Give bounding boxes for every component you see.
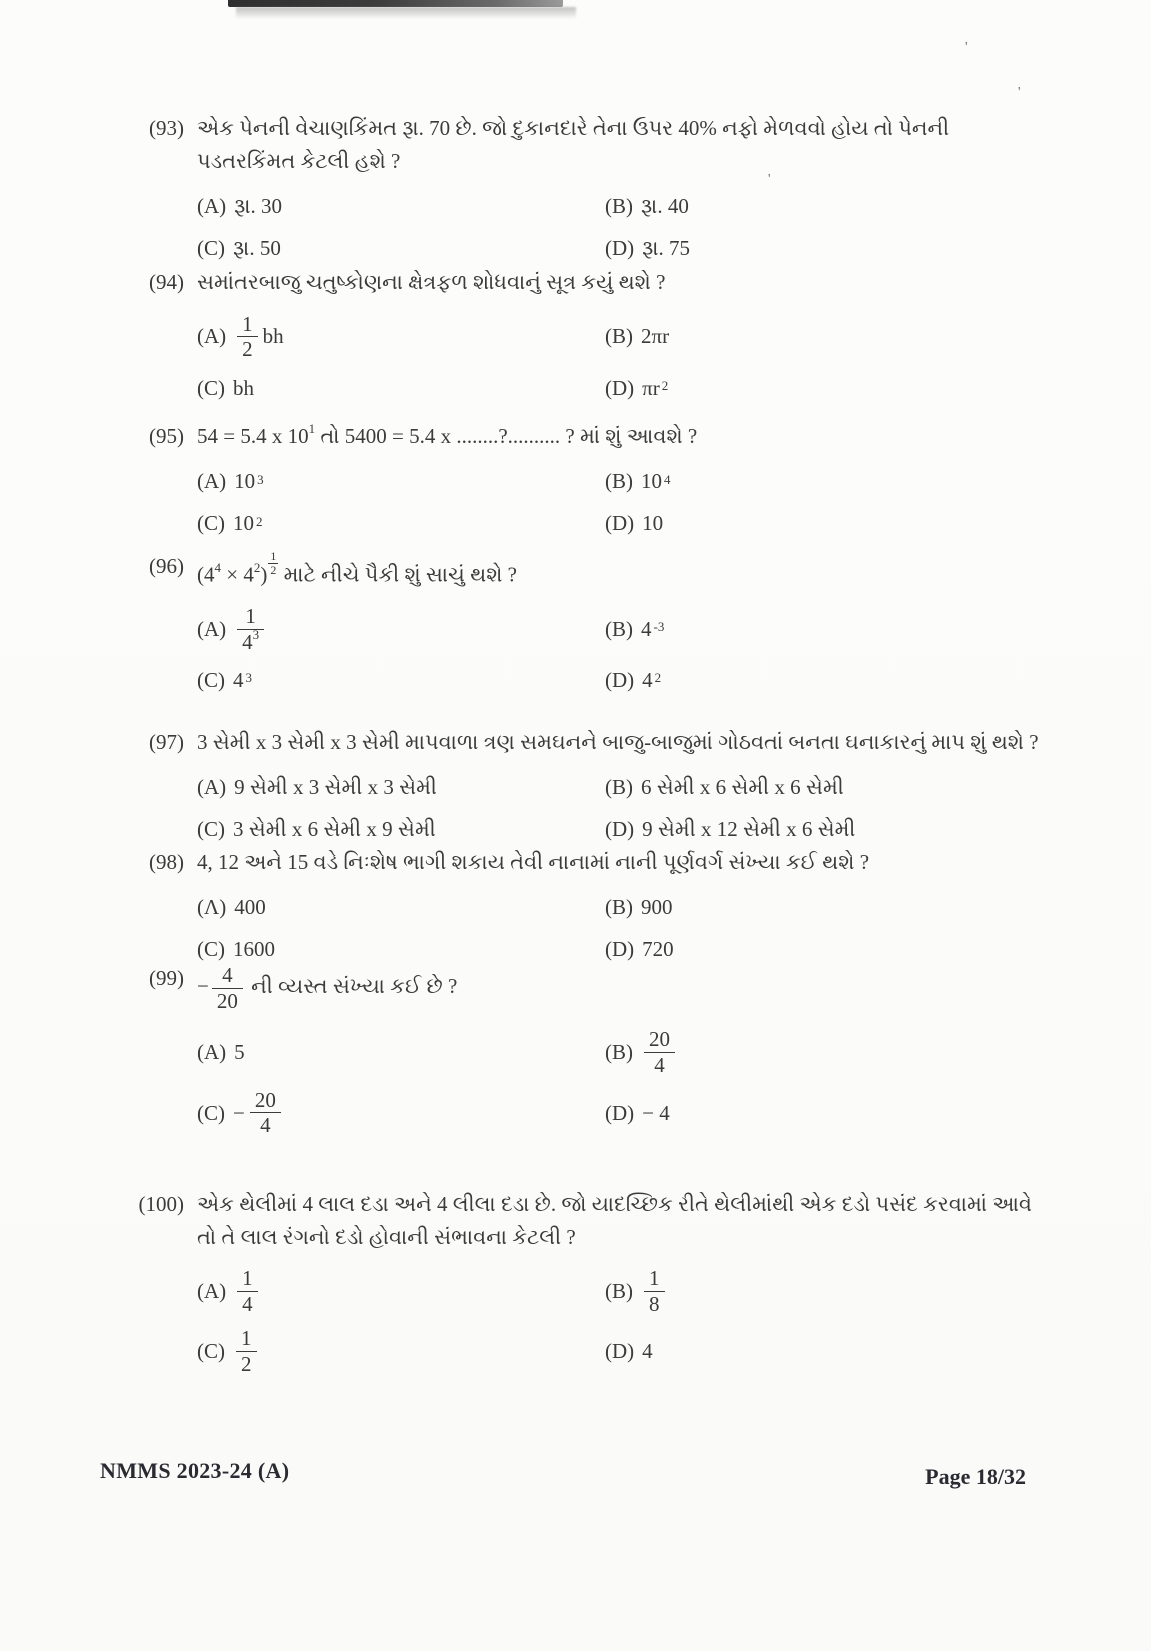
option-c bbox=[197, 371, 605, 405]
text-run: πr bbox=[642, 375, 660, 400]
options-grid bbox=[197, 891, 1052, 967]
option-a bbox=[197, 189, 605, 223]
scan-artifact-smudge bbox=[236, 7, 576, 19]
option-label: (A) bbox=[197, 469, 227, 494]
text-run: 3 સેમી x 3 સેમી x 3 સેમી માપવાળા ત્રણ સમઘનને બાજુ-બાજુમાં ગોઠવતાં બનતા ઘનાકારનું માપ શું થશે ? bbox=[197, 730, 1039, 754]
option-label: (C) bbox=[197, 375, 225, 400]
text-run: એક થેલીમાં 4 લાલ દડા અને 4 લીલા દડા છે. જો યાદચ્છિક રીતે થેલીમાંથી એક દડો પસંદ કરવામાં આવે તો તે લાલ રંગનો દડો હોવાની સંભાવના કેટલી ? bbox=[197, 1192, 1033, 1249]
text-run: 10 bbox=[234, 469, 256, 494]
text-run: 2πr bbox=[641, 324, 670, 349]
question-number: (93) bbox=[149, 116, 184, 140]
question-text bbox=[197, 420, 1052, 453]
text-run: તો 5400 = 5.4 x ........?.......... ? માં શું આવશે ? bbox=[315, 424, 698, 448]
fraction-denominator bbox=[237, 626, 264, 654]
option-d bbox=[605, 507, 1052, 541]
text-run: × 4 bbox=[221, 562, 254, 587]
scan-speck: ' bbox=[965, 40, 968, 55]
fraction-denominator: 8 bbox=[649, 1291, 660, 1316]
option-label: (D) bbox=[605, 668, 635, 693]
option-d bbox=[605, 1325, 1052, 1377]
question-text bbox=[197, 266, 1052, 299]
text-run: 5 bbox=[234, 1040, 245, 1065]
option-value bbox=[642, 933, 674, 966]
text-run: bh bbox=[262, 324, 284, 349]
option-value bbox=[234, 603, 267, 655]
options-grid bbox=[197, 1265, 1052, 1378]
option-a bbox=[197, 603, 605, 655]
text-run: રૂા. 50 bbox=[233, 235, 281, 260]
option-value bbox=[641, 1026, 678, 1078]
text-run: 4 bbox=[642, 1339, 653, 1364]
fraction-numerator: 1 bbox=[237, 605, 264, 630]
question-number: (100) bbox=[138, 1192, 184, 1216]
text-run: રૂા. 75 bbox=[642, 235, 690, 260]
option-value bbox=[234, 311, 284, 363]
option-a bbox=[197, 465, 605, 499]
option-label: (C) bbox=[197, 1100, 225, 1125]
text-run: 900 bbox=[641, 895, 673, 920]
option-b bbox=[605, 465, 1052, 499]
fraction-denominator: 4 bbox=[260, 1113, 271, 1138]
question-text bbox=[197, 1188, 1052, 1253]
option-label: (A) bbox=[197, 1040, 227, 1065]
option-value bbox=[641, 1265, 668, 1317]
option-value bbox=[233, 1087, 284, 1139]
fraction bbox=[237, 313, 258, 361]
text-run: 1600 bbox=[233, 937, 275, 962]
option-label: (B) bbox=[605, 775, 633, 800]
option-label: (D) bbox=[605, 1100, 635, 1125]
question-number: (98) bbox=[149, 850, 184, 874]
option-label: (D) bbox=[605, 511, 635, 536]
option-value bbox=[233, 232, 281, 265]
text-run: bh bbox=[233, 375, 254, 400]
option-c bbox=[197, 1087, 605, 1139]
option-label: (D) bbox=[605, 375, 635, 400]
option-value bbox=[642, 507, 663, 540]
text-run: − bbox=[233, 1100, 245, 1125]
question-93 bbox=[149, 112, 1052, 273]
fraction-numerator: 1 bbox=[236, 1327, 257, 1352]
text-run: − 4 bbox=[642, 1100, 670, 1125]
fraction-denominator: 20 bbox=[216, 988, 238, 1013]
question-98 bbox=[149, 846, 1052, 975]
superscript: 2 bbox=[253, 559, 261, 575]
fraction-numerator: 20 bbox=[644, 1028, 675, 1053]
text-run: 10 bbox=[233, 511, 254, 536]
option-d bbox=[605, 1087, 1052, 1139]
options-grid bbox=[197, 465, 1052, 541]
text-run: ની વ્યસ્ત સંખ્યા કઈ છે ? bbox=[245, 973, 458, 998]
option-label: (A) bbox=[197, 193, 227, 218]
option-d bbox=[605, 371, 1052, 405]
option-value bbox=[642, 232, 690, 265]
options-grid bbox=[197, 771, 1052, 847]
option-label: (C) bbox=[197, 668, 225, 693]
option-label: (B) bbox=[605, 193, 633, 218]
fraction bbox=[237, 605, 264, 653]
fraction-numerator: 1 bbox=[237, 1267, 258, 1292]
option-d bbox=[605, 231, 1052, 265]
text-run: 4 bbox=[641, 617, 652, 642]
question-number: (96) bbox=[149, 554, 184, 578]
option-value bbox=[641, 190, 689, 223]
question-100 bbox=[138, 1188, 1052, 1386]
scan-speck: ' bbox=[1018, 85, 1021, 100]
option-value bbox=[641, 891, 673, 924]
option-label: (A) bbox=[197, 617, 227, 642]
option-b bbox=[605, 1026, 1052, 1078]
option-label: (C) bbox=[197, 511, 225, 536]
option-label: (B) bbox=[605, 469, 633, 494]
fraction-numerator: 1 bbox=[644, 1267, 665, 1292]
text-run: માટે નીચે પૈકી શું સાચું થશે ? bbox=[278, 562, 517, 587]
option-value bbox=[641, 320, 669, 353]
option-label: (D) bbox=[605, 937, 635, 962]
footer-page-number: Page 18/32 bbox=[925, 1464, 1026, 1489]
option-value: 10 $^2$ bbox=[233, 507, 263, 540]
option-b bbox=[605, 603, 1052, 655]
option-label: (A) bbox=[197, 1278, 227, 1303]
option-value bbox=[234, 891, 266, 924]
option-c bbox=[197, 507, 605, 541]
fraction bbox=[237, 1267, 258, 1315]
fraction-denominator: 4 bbox=[654, 1053, 665, 1078]
option-c bbox=[197, 231, 605, 265]
option-value bbox=[642, 1335, 653, 1368]
question-number: (94) bbox=[149, 270, 184, 294]
text-run: 3 સેમી x 6 સેમી x 9 સેમી bbox=[233, 817, 436, 842]
text-run: 400 bbox=[234, 895, 266, 920]
fraction bbox=[644, 1028, 675, 1076]
option-value bbox=[233, 1325, 260, 1377]
option-b bbox=[605, 189, 1052, 223]
fraction-numerator: 20 bbox=[250, 1089, 281, 1114]
question-number: (97) bbox=[149, 730, 184, 754]
fraction-denominator-exponent: 3 bbox=[252, 626, 260, 642]
question-text bbox=[197, 846, 1052, 879]
options-grid bbox=[197, 189, 1052, 265]
option-label: (B) bbox=[605, 1040, 633, 1065]
options-grid bbox=[197, 603, 1052, 697]
option-value bbox=[641, 771, 844, 804]
fraction-numerator: 4 bbox=[212, 964, 243, 989]
question-95 bbox=[149, 420, 1052, 549]
option-value bbox=[233, 813, 436, 846]
text-run: 10 bbox=[641, 469, 662, 494]
option-value bbox=[233, 933, 275, 966]
option-d bbox=[605, 663, 1052, 697]
text-run: 4 bbox=[642, 668, 653, 693]
option-b bbox=[605, 891, 1052, 925]
text-run: 720 bbox=[642, 937, 674, 962]
fraction-numerator: 1 bbox=[270, 549, 277, 563]
option-a bbox=[197, 1265, 605, 1317]
option-value bbox=[233, 372, 254, 405]
fraction-denominator: 2 bbox=[270, 562, 277, 577]
question-number: (99) bbox=[149, 966, 184, 990]
option-a bbox=[197, 311, 605, 363]
question-97 bbox=[149, 726, 1052, 855]
option-label: (B) bbox=[605, 324, 633, 349]
option-label: (B) bbox=[605, 617, 633, 642]
option-value: πr $^2$ bbox=[642, 372, 668, 405]
option-a bbox=[197, 771, 605, 805]
question-text bbox=[197, 112, 1052, 177]
option-value bbox=[234, 1265, 261, 1317]
option-b bbox=[605, 311, 1052, 363]
question-99 bbox=[149, 962, 1052, 1147]
question-text bbox=[197, 726, 1052, 759]
question-96 bbox=[149, 549, 1052, 705]
option-d bbox=[605, 813, 1052, 847]
scan-speck: ' bbox=[768, 172, 771, 187]
option-value: 4 $^2$ bbox=[642, 664, 661, 697]
option-label: (C) bbox=[197, 1339, 225, 1364]
option-c bbox=[197, 813, 605, 847]
text-run: એક પેનની વેચાણકિંમત રૂા. 70 છે. જો દુકાનદારે તેના ઉપર 40% નફો મેળવવો હોય તો પેનની પડતરકિંમત કેટલી હશે ? bbox=[197, 116, 950, 173]
question-94 bbox=[149, 266, 1052, 413]
question-text bbox=[197, 550, 1052, 591]
footer-paper-code: NMMS 2023-24 (A) bbox=[100, 1458, 290, 1483]
text-run: ) bbox=[260, 562, 268, 587]
text-run: (4 bbox=[197, 562, 215, 587]
fraction bbox=[212, 964, 243, 1012]
fraction-denominator: 2 bbox=[241, 1352, 252, 1377]
text-run: 54 = 5.4 x 10 bbox=[197, 424, 309, 448]
question-number: (95) bbox=[149, 424, 184, 448]
option-c bbox=[197, 1325, 605, 1377]
text-run: − bbox=[197, 973, 209, 998]
superscript: 1 bbox=[308, 421, 316, 436]
option-label: (Λ) bbox=[197, 895, 227, 920]
option-b bbox=[605, 771, 1052, 805]
option-label: (A) bbox=[197, 324, 227, 349]
option-value bbox=[234, 771, 437, 804]
fraction-numerator: 1 bbox=[237, 313, 258, 338]
text-run: 4 bbox=[233, 668, 244, 693]
text-run: 10 bbox=[642, 511, 664, 536]
fraction-denominator-base: 4 bbox=[242, 629, 253, 654]
option-value bbox=[234, 1036, 245, 1069]
option-value: 4 $^3$ bbox=[233, 664, 252, 697]
option-value: 10 $^3$ bbox=[234, 465, 264, 498]
option-label: (B) bbox=[605, 1278, 633, 1303]
option-label: (A) bbox=[197, 775, 227, 800]
text-run: 6 સેમી x 6 સેમી x 6 સેમી bbox=[641, 775, 844, 800]
option-c bbox=[197, 663, 605, 697]
option-label: (C) bbox=[197, 817, 225, 842]
option-label: (C) bbox=[197, 937, 225, 962]
option-b bbox=[605, 1265, 1052, 1317]
scan-artifact-bar bbox=[228, 0, 563, 7]
fraction bbox=[268, 550, 278, 576]
option-label: (D) bbox=[605, 817, 635, 842]
fraction bbox=[236, 1327, 257, 1375]
fraction-denominator: 4 bbox=[242, 1291, 253, 1316]
option-value: 4 $^{-3}$ bbox=[641, 613, 664, 646]
question-text bbox=[197, 962, 1052, 1014]
option-λ bbox=[197, 891, 605, 925]
text-run: 4, 12 અને 15 વડે નિઃશેષ ભાગી શકાય તેવી નાનામાં નાની પૂર્ણવર્ગ સંખ્યા કઈ થશે ? bbox=[197, 850, 870, 874]
fraction bbox=[250, 1089, 281, 1137]
text-run: રૂા. 40 bbox=[641, 193, 689, 218]
option-label: (B) bbox=[605, 895, 633, 920]
options-grid bbox=[197, 1026, 1052, 1139]
fraction-denominator: 2 bbox=[242, 337, 253, 362]
option-value: 10 $^4$ bbox=[641, 465, 671, 498]
option-value bbox=[642, 1097, 670, 1130]
fraction bbox=[644, 1267, 665, 1315]
text-run: 9 સેમી x 12 સેમી x 6 સેમી bbox=[642, 817, 856, 842]
option-value bbox=[642, 813, 855, 846]
option-label: (D) bbox=[605, 1339, 635, 1364]
option-label: (C) bbox=[197, 235, 225, 260]
superscript: 4 bbox=[214, 559, 221, 575]
option-a bbox=[197, 1026, 605, 1078]
text-run: રૂા. 30 bbox=[234, 193, 282, 218]
options-grid bbox=[197, 311, 1052, 405]
text-run: 9 સેમી x 3 સેમી x 3 સેમી bbox=[234, 775, 437, 800]
option-label: (D) bbox=[605, 235, 635, 260]
option-value bbox=[234, 190, 282, 223]
text-run: સમાંતરબાજુ ચતુષ્કોણના ક્ષેત્રફળ શોધવાનું સૂત્ર કયું થશે ? bbox=[197, 270, 666, 294]
